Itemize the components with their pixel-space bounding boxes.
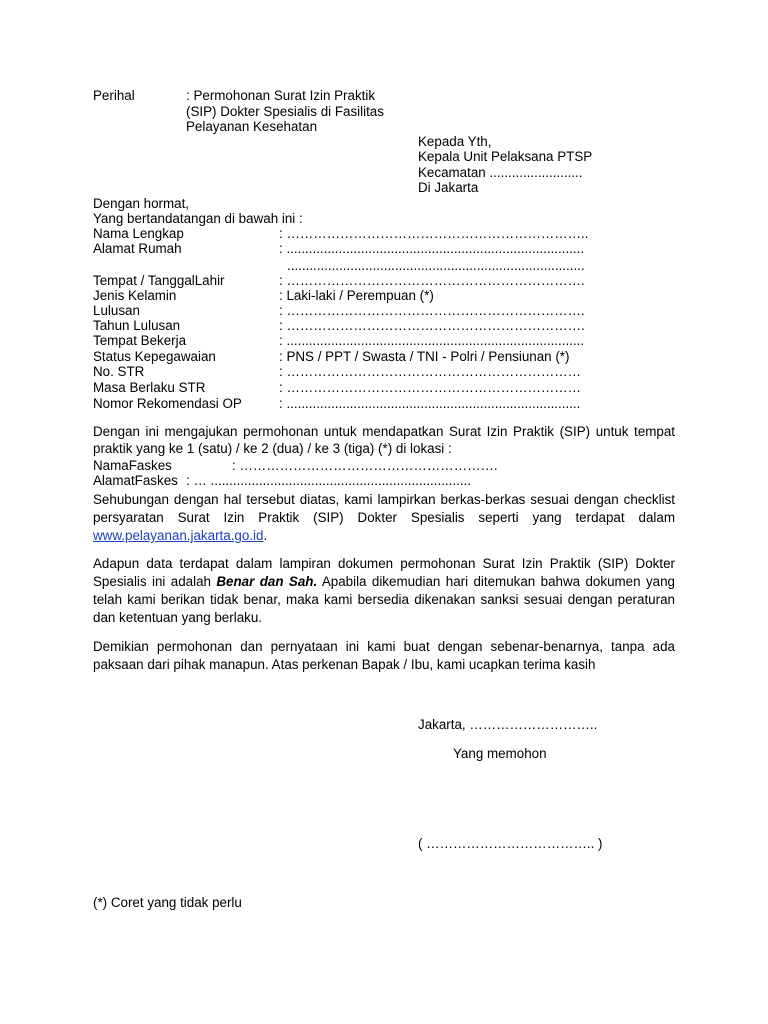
- perihal-line-3: Pelayanan Kesehatan: [186, 119, 318, 134]
- statement-paragraph: [93, 555, 675, 627]
- footnote: (*) Coret yang tidak perlu: [93, 895, 242, 910]
- field-label-lulusan: Lulusan: [93, 303, 140, 318]
- field-value-status: : PNS / PPT / Swasta / TNI - Polri / Pensiunan (*): [279, 349, 570, 364]
- signature-role: Yang memohon: [453, 746, 547, 761]
- attachment-paragraph: [93, 491, 675, 545]
- field-value-nama: : …………………………………………………………..: [279, 226, 589, 241]
- field-value-masa-str: : …………………………………………………………: [279, 380, 582, 395]
- field-value-rekomendasi: : ...............................................................................: [279, 396, 581, 411]
- field-value-jenis-kelamin: : Laki-laki / Perempuan (*): [279, 288, 434, 303]
- greeting: Dengan hormat,: [93, 196, 190, 211]
- field-label-masa-str: Masa Berlaku STR: [93, 380, 206, 395]
- field-label-jenis-kelamin: Jenis Kelamin: [93, 288, 177, 303]
- attachment-text: Sehubungan dengan hal tersebut diatas, kami lampirkan berkas-berkas sesuai dengan checklist persyaratan Surat Izin Praktik (SIP) Dokter Spesialis seperti yang terdapat dalam: [93, 492, 675, 525]
- attachment-suffix: .: [263, 528, 268, 543]
- field-label-ttl: Tempat / TanggalLahir: [93, 273, 225, 288]
- field-label-nama: Nama Lengkap: [93, 226, 184, 241]
- field-value-str: : …………………………………………………………: [279, 364, 582, 379]
- field-label-alamat: Alamat Rumah: [93, 241, 182, 256]
- pelayanan-link[interactable]: www.pelayanan.jakarta.go.id: [93, 528, 264, 543]
- recipient-line-4: Di Jakarta: [418, 180, 479, 195]
- field-label-tempat-bekerja: Tempat Bekerja: [93, 333, 187, 348]
- intro: Yang bertandatangan di bawah ini :: [93, 211, 303, 226]
- field-label-status: Status Kepegawaian: [93, 349, 216, 364]
- faskes-name-label: NamaFaskes: [93, 458, 172, 473]
- faskes-name-value: : ………………………………………………….: [232, 458, 498, 473]
- field-value-tempat-bekerja: : ................................................................................: [279, 333, 585, 348]
- faskes-address-value: : … ......................................................................: [186, 473, 471, 488]
- statement-emphasis: Benar dan Sah.: [216, 574, 318, 589]
- signature-place-date: Jakarta, ………………………..: [418, 717, 598, 732]
- recipient-line-3: Kecamatan .........................: [418, 165, 583, 180]
- statement-text-after: Apabila dikemudian hari ditemukan bahwa dokumen yang telah kami berikan tidak benar, maka kami bersedia dikenakan sanksi sesuai dengan peraturan dan ketentuan yang berlaku.: [93, 574, 675, 625]
- signature-name-line: ( ……………………………….. ): [418, 836, 603, 851]
- recipient-line-1: Kepada Yth,: [418, 134, 492, 149]
- field-label-tahun-lulusan: Tahun Lulusan: [93, 318, 181, 333]
- perihal-line-2: (SIP) Dokter Spesialis di Fasilitas: [186, 104, 384, 119]
- perihal-line-1: : Permohonan Surat Izin Praktik: [186, 88, 376, 103]
- faskes-address-label: AlamatFaskes: [93, 473, 178, 488]
- closing-paragraph: Demikian permohonan dan pernyataan ini kami buat dengan sebenar-benarnya, tanpa ada paksaan dari pihak manapun. Atas perkenan Bapak / Ibu, kami ucapkan terima kasih: [93, 639, 675, 672]
- request-paragraph: Dengan ini mengajukan permohonan untuk mendapatkan Surat Izin Praktik (SIP) untuk tempat praktik yang ke 1 (satu) / ke 2 (dua) / ke 3 (tiga) (*) di lokasi :: [93, 424, 675, 456]
- field-value-lulusan: : ………………………………………………………….: [279, 303, 585, 318]
- recipient-line-2: Kepala Unit Pelaksana PTSP: [418, 149, 593, 164]
- field-value-alamat-2: ................................................................................: [287, 258, 585, 273]
- field-label-str: No. STR: [93, 364, 145, 379]
- statement-text-before: Adapun data terdapat dalam lampiran dokumen permohonan Surat Izin Praktik (SIP) Dokter Spesialis ini adalah: [93, 556, 675, 589]
- field-value-ttl: : ………………………………………………………….: [279, 273, 585, 288]
- field-label-rekomendasi: Nomor Rekomendasi OP: [93, 396, 242, 411]
- field-value-tahun-lulusan: : ………………………………………………………….: [279, 318, 585, 333]
- field-value-alamat: : ................................................................................: [279, 241, 585, 256]
- perihal-label: Perihal: [93, 88, 135, 103]
